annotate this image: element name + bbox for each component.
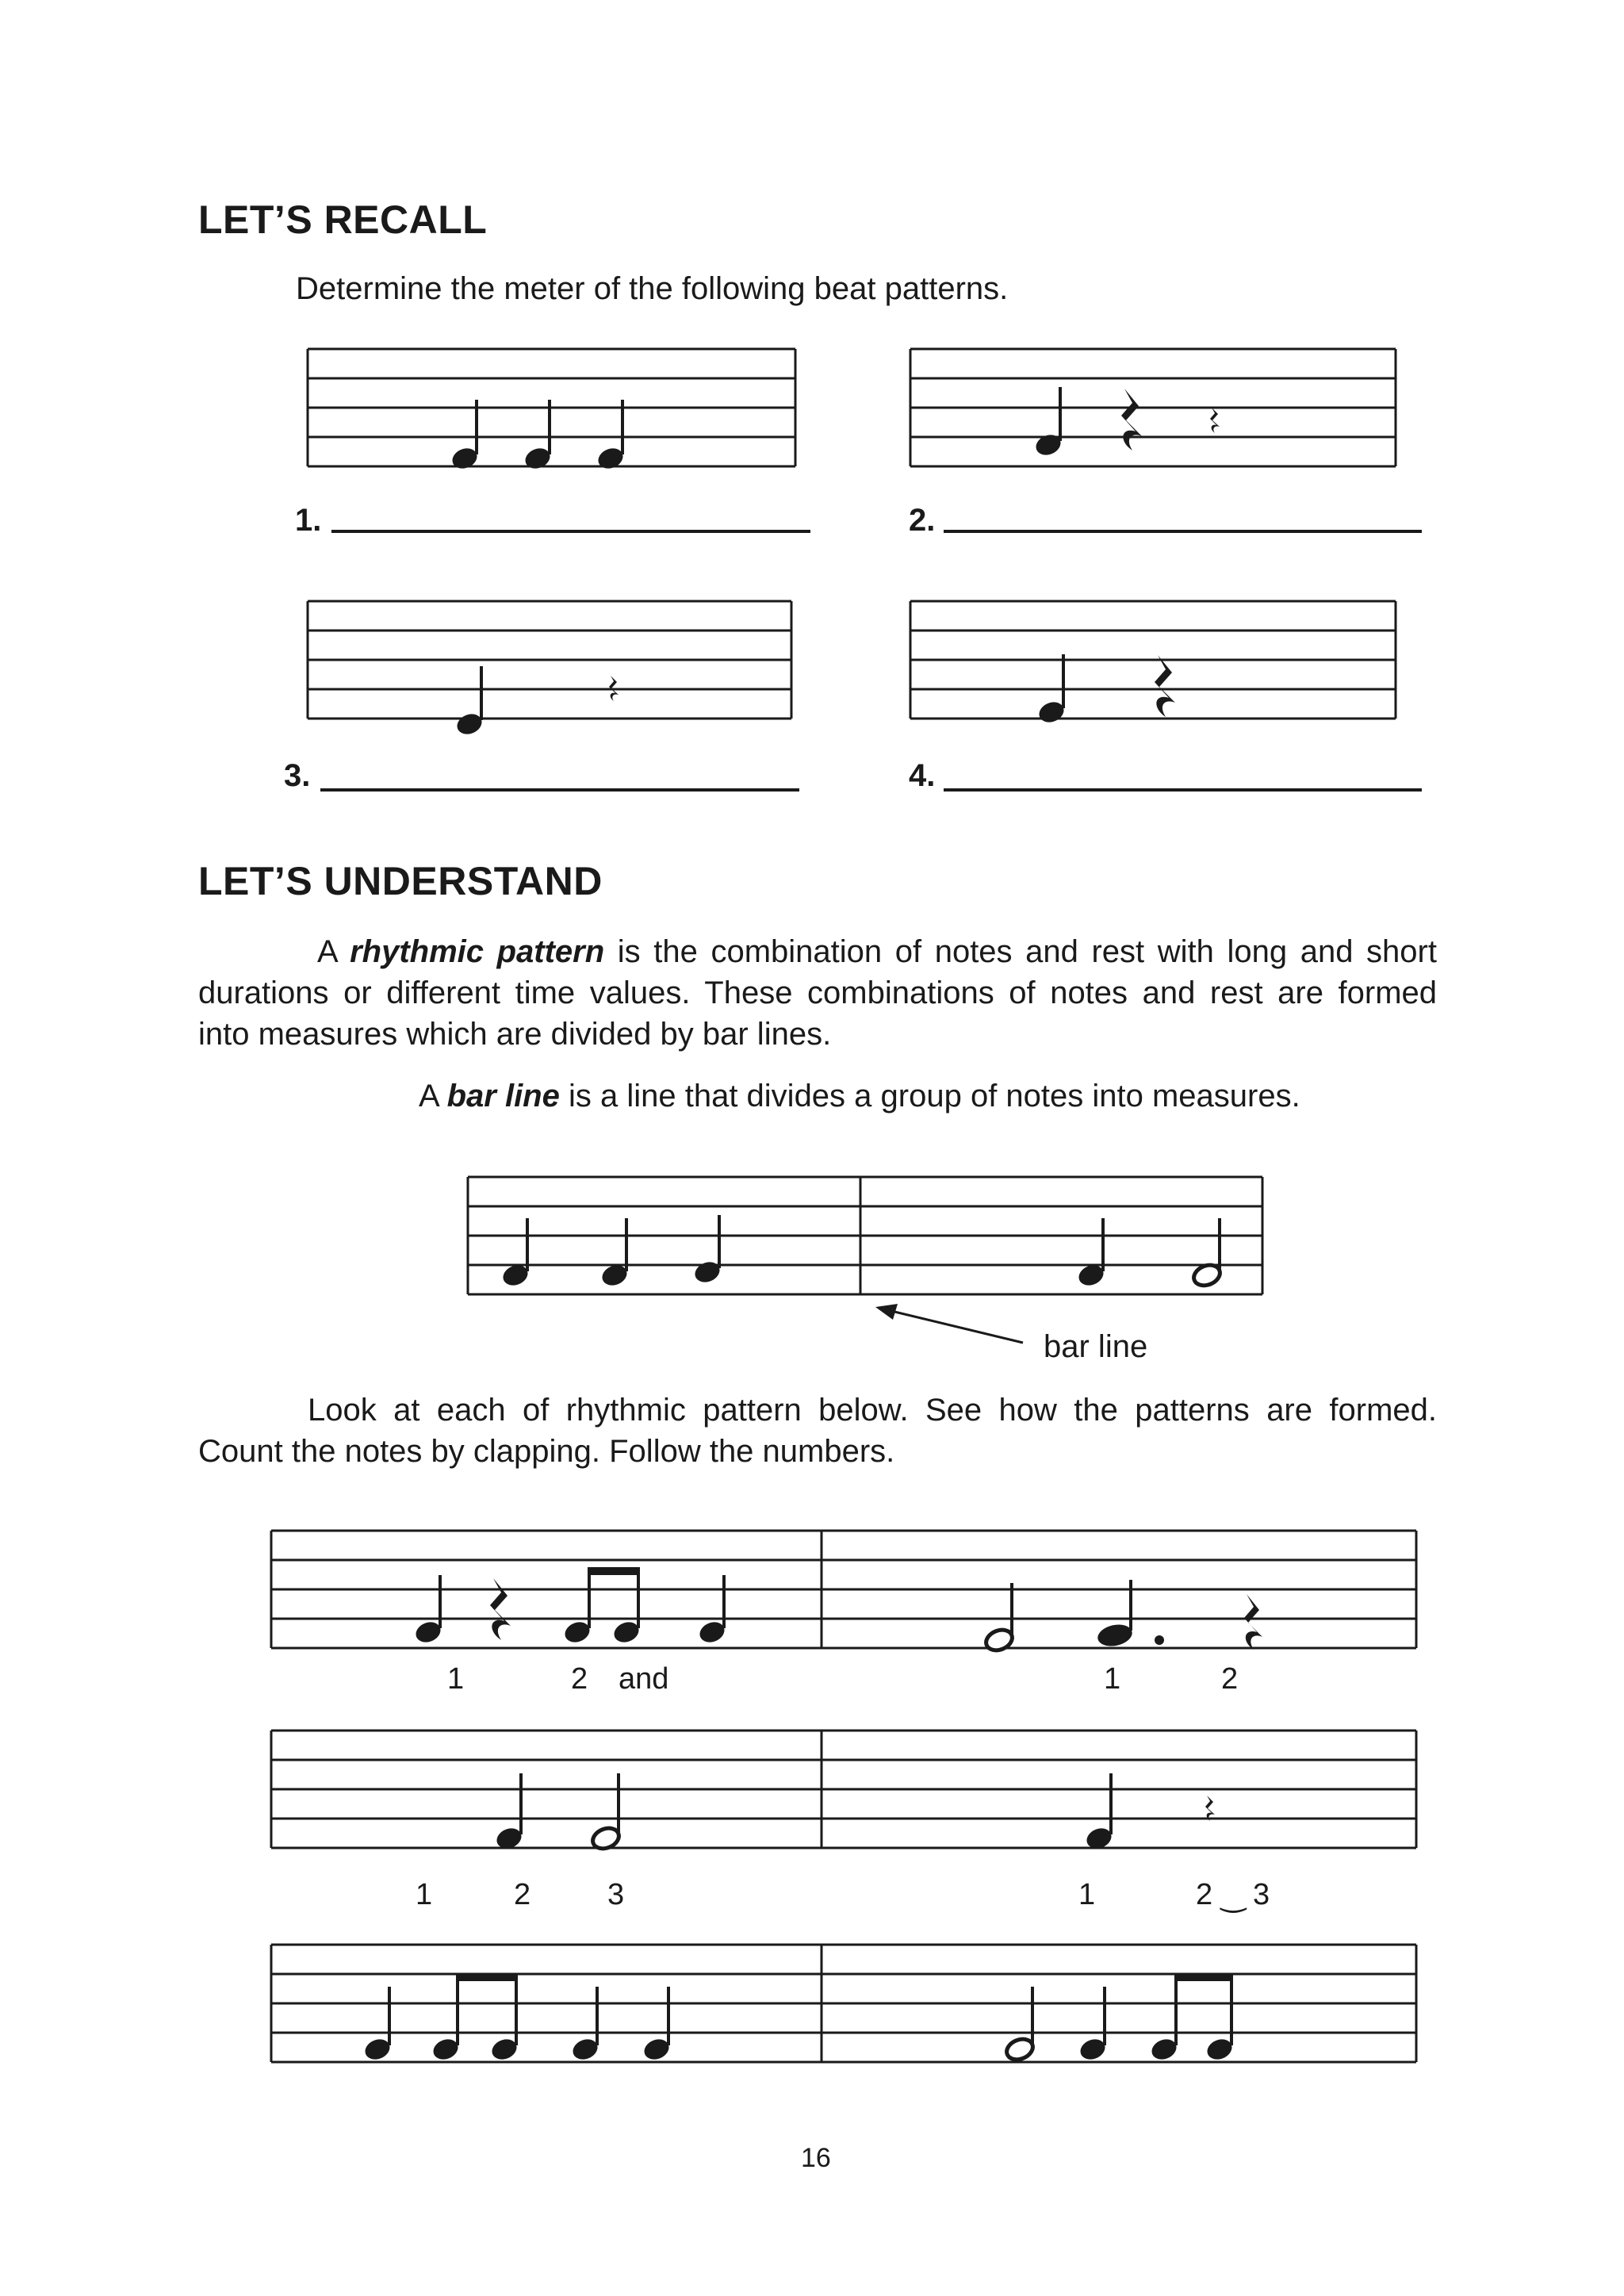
paragraph-line: A rhythmic pattern is the combination of notes and rest with long and short (317, 934, 1437, 969)
count-label: 3 (607, 1878, 625, 1911)
count-label: 1 (1104, 1662, 1121, 1696)
question-number-4: 4. (909, 758, 936, 793)
recall-instruction: Determine the meter of the following beat patterns. (296, 271, 1009, 306)
count-label: 2 (1196, 1878, 1213, 1911)
count-label: 2 (1221, 1662, 1239, 1696)
beam (1174, 1973, 1233, 1981)
count-label: 2 (514, 1878, 531, 1911)
term-rhythmic-pattern: rhythmic pattern (350, 934, 605, 969)
term-bar-line: bar line (446, 1079, 560, 1114)
count-label: 1 (1078, 1878, 1096, 1911)
count-label: 1 (416, 1878, 433, 1911)
bar-line-definition: A bar line is a line that divides a group of notes into measures. (419, 1079, 1300, 1114)
beam (456, 1973, 518, 1981)
tie-icon: ‿ (1221, 1880, 1246, 1913)
paragraph-line: into measures which are divided by bar lines. (198, 1017, 832, 1052)
count-label: 2 (571, 1662, 588, 1696)
question-number-1: 1. (295, 503, 322, 538)
question-number-2: 2. (909, 503, 936, 538)
count-label: and (619, 1662, 669, 1696)
count-label: 3 (1253, 1878, 1270, 1911)
count-label: 1 (447, 1662, 465, 1696)
bar-line-label: bar line (1044, 1329, 1148, 1364)
page-number: 16 (801, 2143, 831, 2173)
paragraph-line: Look at each of rhythmic pattern below. See how the patterns are formed. (308, 1393, 1437, 1428)
question-number-3: 3. (284, 758, 311, 793)
paragraph-line: Count the notes by clapping. Follow the numbers. (198, 1434, 895, 1469)
paragraph-line: durations or different time values. These combinations of notes and rest are formed (198, 976, 1437, 1010)
section-heading-understand: LET’S UNDERSTAND (198, 859, 603, 903)
section-heading-recall: LET’S RECALL (198, 197, 488, 242)
